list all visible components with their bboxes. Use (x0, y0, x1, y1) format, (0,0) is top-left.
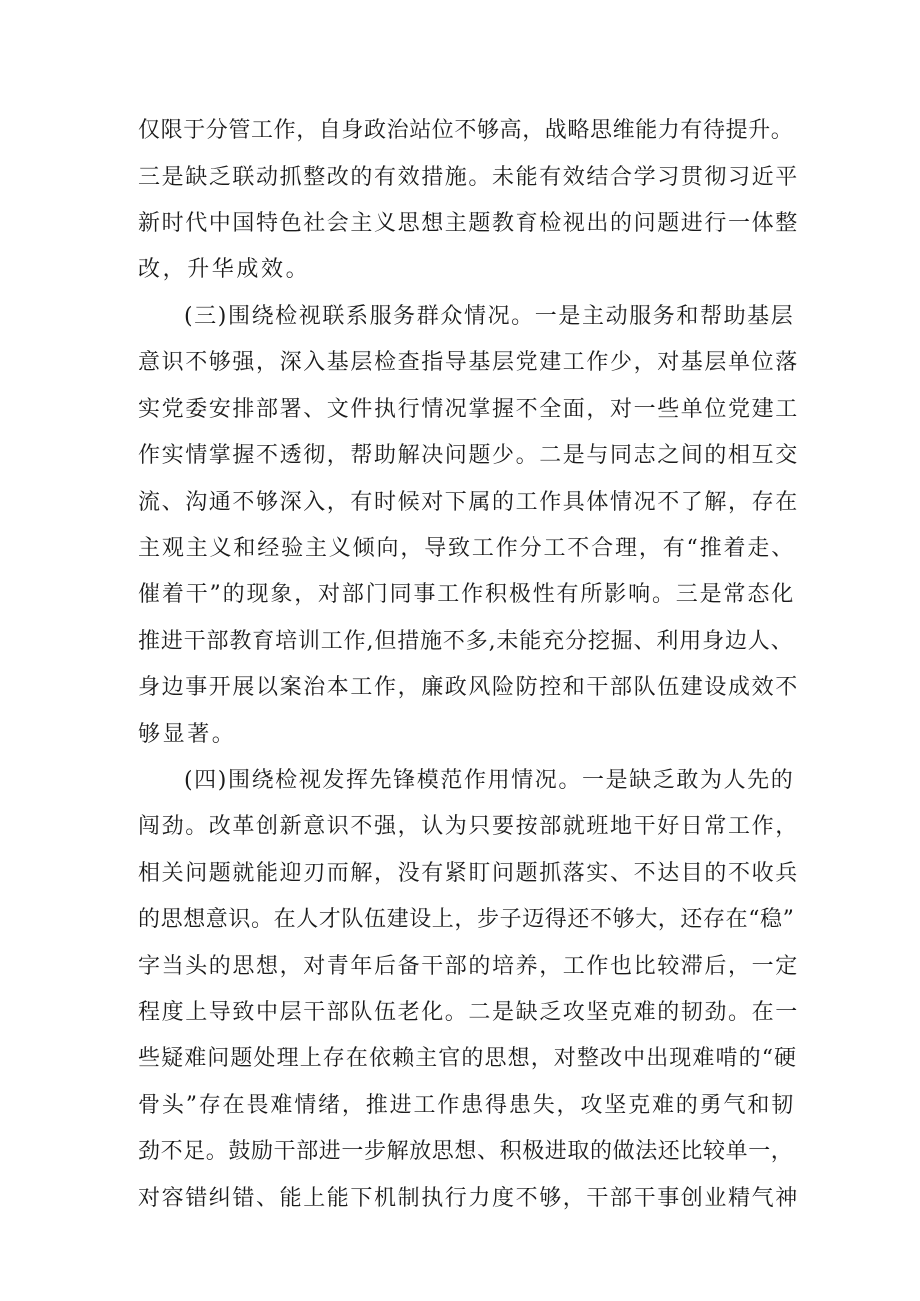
text-line: 作实情掌握不透彻，帮助解决问题少。二是与同志之间的相互交 (138, 443, 799, 468)
text-line: 劲不足。鼓励干部进一步解放思想、积极进取的做法还比较单一， (138, 1139, 794, 1164)
text-line: 字当头的思想，对青年后备干部的培养，工作也比较滞后，一定 (138, 954, 799, 979)
text-line: 意识不够强，深入基层检查指导基层党建工作少，对基层单位落 (138, 350, 799, 375)
text-line: 程度上导致中层干部队伍老化。二是缺乏攻坚克难的韧劲。在一 (138, 1000, 799, 1025)
text-line: 的思想意识。在人才队伍建设上，步子迈得还不够大，还存在“稳” (138, 907, 795, 932)
text-line: 仅限于分管工作，自身政治站位不够高，战略思维能力有待提升。 (138, 118, 794, 143)
text-line: 骨头”存在畏难情绪，推进工作患得患失，攻坚克难的勇气和韧 (138, 1093, 796, 1118)
text-line: 相关问题就能迎刃而解，没有紧盯问题抓落实、不达目的不收兵 (138, 861, 799, 886)
text-line: 主观主义和经验主义倾向，导致工作分工不合理，有“推着走、 (138, 536, 796, 561)
text-line: 些疑难问题处理上存在依赖主官的思想，对整改中出现难啃的“硬 (138, 1046, 798, 1071)
text-line: 对容错纠错、能上能下机制执行力度不够，干部干事创业精气神 (138, 1186, 799, 1211)
section-heading-line: (三)围绕检视联系服务群众情况。一是主动服务和帮助基层 (184, 304, 795, 329)
text-line: 改，升华成效。 (138, 257, 311, 282)
text-line: 够显著。 (138, 722, 237, 747)
text-line: 流、沟通不够深入，有时候对下属的工作具体情况不了解，存在 (138, 490, 799, 515)
text-line: 新时代中国特色社会主义思想主题教育检视出的问题进行一体整 (138, 211, 799, 236)
text-line: 实党委安排部署、文件执行情况掌握不全面，对一些单位党建工 (138, 397, 799, 422)
text-line: 闯劲。改革创新意识不强，认为只要按部就班地干好日常工作， (138, 814, 799, 839)
text-line: 推进干部教育培训工作,但措施不多,未能充分挖掘、利用身边人、 (138, 629, 794, 654)
text-line: 三是缺乏联动抓整改的有效措施。未能有效结合学习贯彻习近平 (138, 165, 799, 190)
text-line: 身边事开展以案治本工作，廉政风险防控和干部队伍建设成效不 (138, 675, 799, 700)
section-heading-line: (四)围绕检视发挥先锋模范作用情况。一是缺乏敢为人先的 (184, 768, 795, 793)
text-line: 催着干”的现象，对部门同事工作积极性有所影响。三是常态化 (138, 582, 796, 607)
